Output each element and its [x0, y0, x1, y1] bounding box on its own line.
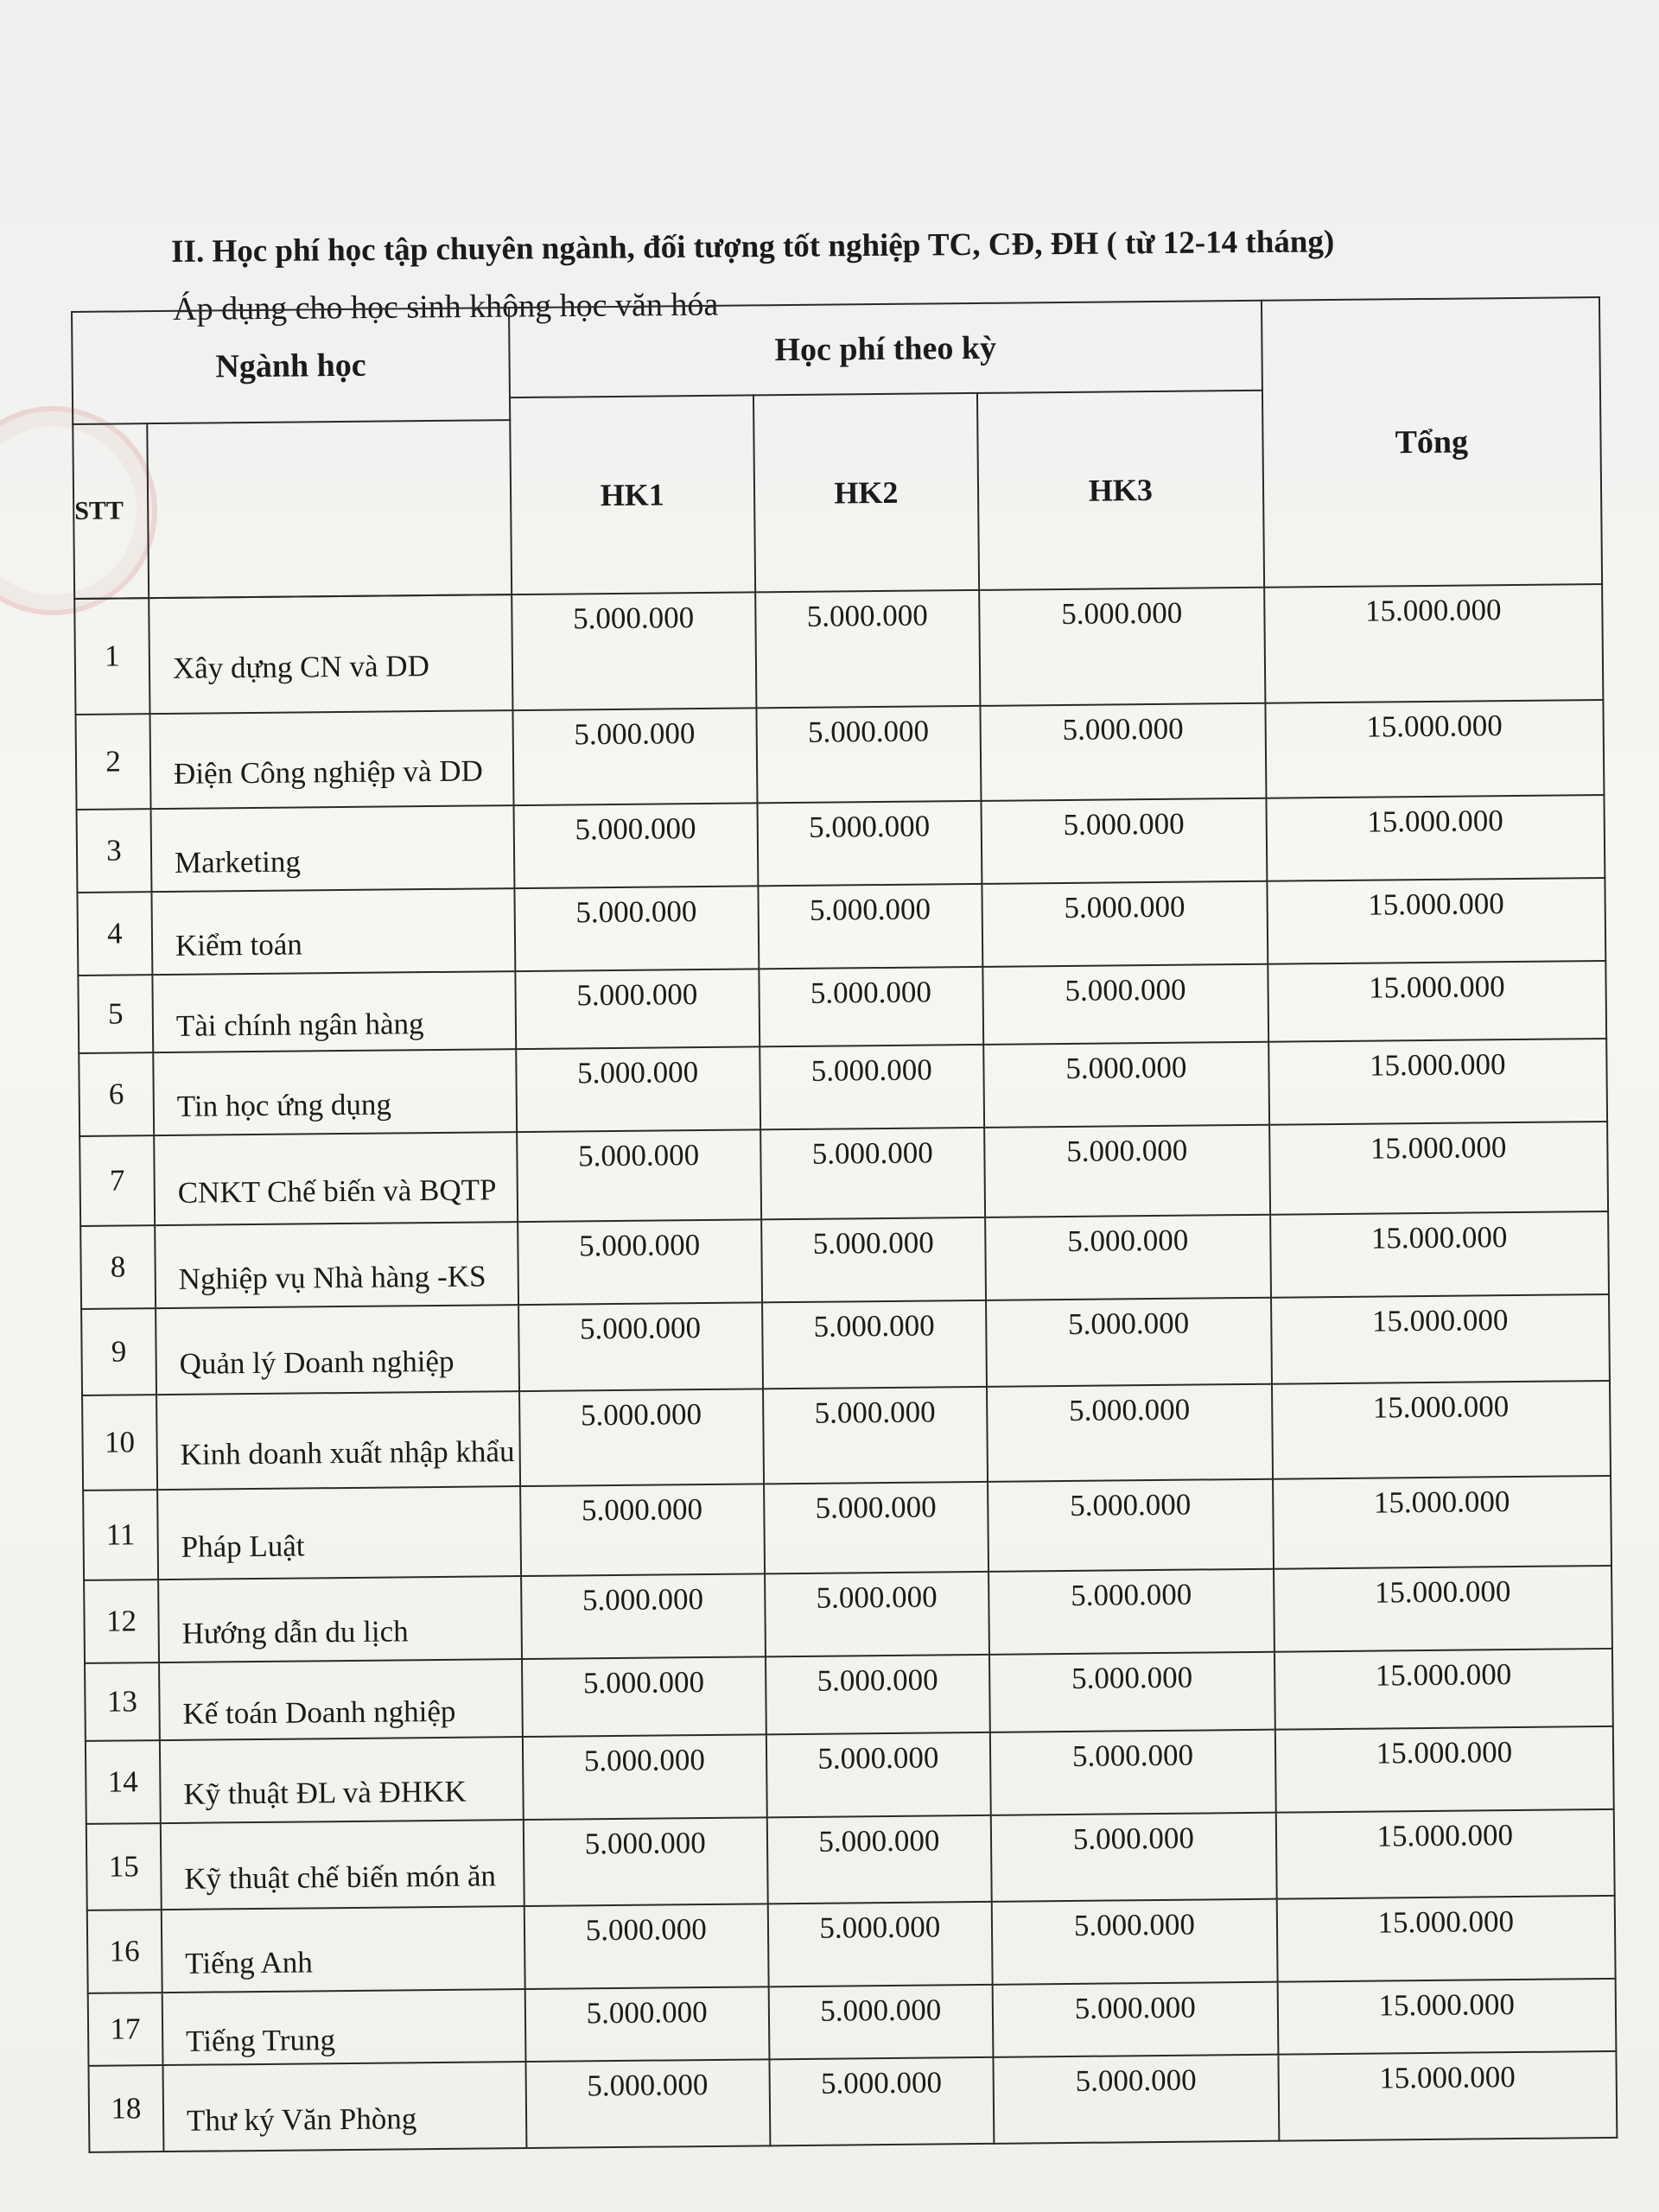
- table-row: [80, 1211, 1609, 1309]
- table-row: [85, 1649, 1613, 1741]
- row-hk1-fee: 5.000.000: [519, 1389, 764, 1486]
- row-hk1-fee: 5.000.000: [525, 1986, 769, 2062]
- row-total-fee: 15.000.000: [1275, 1809, 1614, 1899]
- row-stt: 1: [74, 598, 149, 715]
- row-hk3-fee: 5.000.000: [988, 1569, 1274, 1655]
- row-hk1-fee: 5.000.000: [517, 1129, 761, 1222]
- table-row: [86, 1809, 1615, 1910]
- table-row: [78, 961, 1606, 1053]
- row-hk2-fee: 5.000.000: [757, 801, 982, 886]
- row-major-name: Nghiệp vụ Nhà hàng -KS: [155, 1222, 518, 1308]
- row-hk2-fee: 5.000.000: [764, 1482, 989, 1573]
- row-hk2-fee: 5.000.000: [766, 1732, 991, 1817]
- row-hk3-fee: 5.000.000: [985, 1215, 1270, 1300]
- row-hk3-fee: 5.000.000: [982, 881, 1268, 967]
- row-stt: 5: [78, 975, 153, 1053]
- table-row: [74, 584, 1603, 715]
- row-hk3-fee: 5.000.000: [987, 1384, 1273, 1482]
- row-hk2-fee: 5.000.000: [769, 2057, 995, 2145]
- row-hk1-fee: 5.000.000: [518, 1219, 762, 1305]
- header-stt: STT: [73, 423, 149, 599]
- table-row: [81, 1294, 1610, 1395]
- section-subheading: Áp dụng cho học sinh không học văn hóa: [173, 286, 719, 327]
- row-total-fee: 15.000.000: [1270, 1211, 1609, 1298]
- table-row: [87, 1896, 1616, 1993]
- row-major-name: Kỹ thuật ĐL và ĐHKK: [160, 1737, 524, 1823]
- row-major-name: Quản lý Doanh nghiệp: [156, 1305, 519, 1395]
- row-stt: 8: [80, 1225, 156, 1309]
- row-hk3-fee: 5.000.000: [979, 588, 1265, 706]
- row-stt: 10: [82, 1395, 157, 1491]
- row-hk3-fee: 5.000.000: [993, 1982, 1278, 2057]
- row-hk1-fee: 5.000.000: [523, 1734, 767, 1820]
- row-major-name: Marketing: [150, 805, 514, 892]
- row-total-fee: 15.000.000: [1273, 1476, 1611, 1569]
- row-major-name: CNKT Chế biến và BQTP: [154, 1132, 518, 1225]
- table-row: [77, 878, 1605, 976]
- row-hk1-fee: 5.000.000: [516, 1046, 760, 1132]
- row-stt: 11: [83, 1490, 158, 1580]
- row-hk2-fee: 5.000.000: [760, 1128, 986, 1219]
- row-total-fee: 15.000.000: [1264, 584, 1604, 703]
- row-hk2-fee: 5.000.000: [763, 1387, 988, 1484]
- row-hk1-fee: 5.000.000: [512, 592, 756, 710]
- table-row: [82, 1381, 1611, 1491]
- row-major-name: Hướng dẫn du lịch: [158, 1576, 522, 1662]
- row-major-name: Tiếng Anh: [162, 1906, 525, 1993]
- row-stt: 9: [81, 1308, 156, 1395]
- row-total-fee: 15.000.000: [1269, 1122, 1608, 1215]
- row-hk2-fee: 5.000.000: [755, 590, 981, 708]
- row-stt: 16: [87, 1910, 162, 1993]
- row-total-fee: 15.000.000: [1276, 1896, 1615, 1982]
- row-stt: 2: [75, 714, 150, 810]
- table-row: [88, 2051, 1617, 2152]
- row-hk2-fee: 5.000.000: [762, 1300, 988, 1389]
- row-major-name: Xây dựng CN và DD: [149, 594, 512, 714]
- row-hk3-fee: 5.000.000: [994, 2055, 1279, 2144]
- row-major-name: Thư ký Văn Phòng: [162, 2062, 526, 2152]
- table-row: [79, 1039, 1607, 1136]
- row-stt: 7: [79, 1135, 155, 1226]
- row-stt: 6: [79, 1052, 154, 1136]
- row-hk2-fee: 5.000.000: [768, 1985, 993, 2059]
- row-hk1-fee: 5.000.000: [518, 1302, 763, 1391]
- header-hk1: HK1: [510, 395, 755, 594]
- header-hk2: HK2: [753, 393, 979, 592]
- row-stt: 17: [88, 1993, 163, 2066]
- row-hk2-fee: 5.000.000: [760, 1045, 985, 1129]
- row-hk1-fee: 5.000.000: [515, 969, 759, 1049]
- section-heading: II. Học phí học tập chuyên ngành, đối tượng tốt nghiệp TC, CĐ, ĐH ( từ 12-14 tháng): [171, 224, 1335, 270]
- row-hk1-fee: 5.000.000: [524, 1904, 769, 1989]
- table-row: [77, 795, 1605, 893]
- row-hk2-fee: 5.000.000: [758, 884, 983, 969]
- fee-table-body: [74, 584, 1617, 2152]
- row-total-fee: 15.000.000: [1268, 1039, 1607, 1125]
- row-hk3-fee: 5.000.000: [981, 703, 1267, 801]
- row-total-fee: 15.000.000: [1265, 700, 1604, 798]
- header-major: Ngành học: [72, 308, 510, 424]
- row-hk3-fee: 5.000.000: [989, 1652, 1274, 1732]
- table-row: [84, 1566, 1612, 1663]
- row-total-fee: 15.000.000: [1274, 1726, 1613, 1813]
- row-major-name: Tiếng Trung: [162, 1989, 526, 2065]
- header-total: Tổng: [1262, 297, 1603, 588]
- row-stt: 12: [84, 1580, 159, 1663]
- header-term-group: Học phí theo kỳ: [509, 301, 1262, 397]
- row-hk1-fee: 5.000.000: [525, 2059, 770, 2148]
- row-major-name: Điện Công nghiệp và DD: [149, 710, 513, 809]
- row-major-name: Tài chính ngân hàng: [152, 971, 516, 1052]
- row-hk1-fee: 5.000.000: [524, 1817, 768, 1906]
- row-total-fee: 15.000.000: [1274, 1649, 1613, 1730]
- row-hk2-fee: 5.000.000: [765, 1655, 990, 1734]
- row-hk3-fee: 5.000.000: [986, 1298, 1271, 1387]
- row-major-name: Tin học ứng dụng: [153, 1049, 517, 1135]
- row-hk1-fee: 5.000.000: [514, 886, 759, 971]
- row-hk3-fee: 5.000.000: [982, 964, 1268, 1045]
- row-stt: 18: [88, 2065, 163, 2152]
- row-stt: 13: [85, 1662, 160, 1741]
- row-stt: 14: [86, 1740, 161, 1824]
- row-major-name: Pháp Luật: [157, 1486, 521, 1580]
- table-row: [79, 1122, 1608, 1226]
- row-hk3-fee: 5.000.000: [984, 1125, 1269, 1217]
- row-hk3-fee: 5.000.000: [991, 1813, 1276, 1902]
- row-hk2-fee: 5.000.000: [767, 1902, 993, 1986]
- row-total-fee: 15.000.000: [1268, 961, 1606, 1042]
- row-hk2-fee: 5.000.000: [759, 967, 984, 1046]
- row-hk3-fee: 5.000.000: [992, 1899, 1277, 1985]
- row-hk2-fee: 5.000.000: [756, 706, 982, 803]
- row-stt: 3: [77, 809, 152, 893]
- row-total-fee: 15.000.000: [1266, 795, 1605, 881]
- row-hk3-fee: 5.000.000: [988, 1479, 1273, 1572]
- row-major-name: Kỹ thuật chế biến món ăn: [161, 1820, 524, 1910]
- table-row: [75, 700, 1604, 810]
- row-hk2-fee: 5.000.000: [765, 1572, 990, 1656]
- row-total-fee: 15.000.000: [1272, 1381, 1611, 1479]
- row-hk1-fee: 5.000.000: [512, 708, 757, 805]
- row-major-name: Kế toán Doanh nghiệp: [159, 1659, 523, 1740]
- header-major-blank: [147, 420, 512, 598]
- row-hk2-fee: 5.000.000: [766, 1815, 992, 1904]
- row-major-name: Kiểm toán: [151, 888, 515, 975]
- row-stt: 4: [77, 892, 152, 976]
- row-hk1-fee: 5.000.000: [521, 1573, 766, 1659]
- header-hk3: HK3: [977, 391, 1264, 590]
- row-hk2-fee: 5.000.000: [761, 1217, 987, 1302]
- row-hk1-fee: 5.000.000: [513, 803, 758, 888]
- row-major-name: Kinh doanh xuất nhập khẩu: [156, 1391, 520, 1490]
- row-hk1-fee: 5.000.000: [520, 1484, 765, 1576]
- row-total-fee: 15.000.000: [1267, 878, 1605, 964]
- row-total-fee: 15.000.000: [1277, 1979, 1616, 2055]
- row-hk3-fee: 5.000.000: [982, 798, 1267, 884]
- row-hk3-fee: 5.000.000: [983, 1042, 1268, 1128]
- row-hk3-fee: 5.000.000: [990, 1730, 1275, 1815]
- row-total-fee: 15.000.000: [1274, 1566, 1612, 1652]
- row-hk1-fee: 5.000.000: [522, 1656, 766, 1737]
- table-row: [86, 1726, 1614, 1824]
- row-total-fee: 15.000.000: [1271, 1294, 1610, 1384]
- row-stt: 15: [86, 1823, 162, 1910]
- row-total-fee: 15.000.000: [1278, 2051, 1617, 2141]
- fee-table: [71, 296, 1618, 2153]
- fee-table-wrapper: [71, 296, 1618, 2153]
- table-row: [83, 1476, 1611, 1580]
